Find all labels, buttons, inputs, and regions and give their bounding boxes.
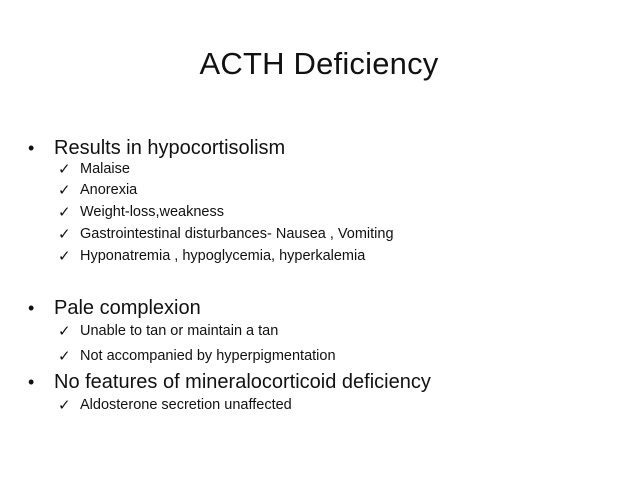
sub-item-text: Anorexia bbox=[80, 182, 138, 198]
sub-item-text: Hyponatremia , hypoglycemia, hyperkalemia bbox=[80, 248, 366, 264]
sub-item-text: Unable to tan or maintain a tan bbox=[80, 323, 279, 339]
checkmark-icon: ✓ bbox=[58, 181, 71, 199]
sub-item bbox=[58, 225, 394, 243]
bullet-dot-icon: • bbox=[28, 138, 35, 158]
bullet-item bbox=[28, 136, 285, 160]
bullet-item bbox=[28, 370, 431, 394]
bullet-text: No features of mineralocorticoid deficiency bbox=[54, 371, 431, 393]
sub-item bbox=[58, 203, 224, 221]
sub-item bbox=[58, 181, 138, 199]
sub-item bbox=[58, 322, 279, 340]
sub-item bbox=[58, 347, 336, 365]
bullet-text: Results in hypocortisolism bbox=[54, 137, 286, 159]
checkmark-icon: ✓ bbox=[58, 160, 71, 178]
bullet-item bbox=[28, 296, 201, 320]
slide-title: ACTH Deficiency bbox=[199, 46, 439, 81]
sub-item bbox=[58, 160, 130, 178]
sub-item bbox=[58, 396, 292, 414]
checkmark-icon: ✓ bbox=[58, 203, 71, 221]
sub-item-text: Aldosterone secretion unaffected bbox=[80, 397, 292, 413]
checkmark-icon: ✓ bbox=[58, 247, 71, 265]
sub-item-text: Weight-loss,weakness bbox=[80, 204, 224, 220]
checkmark-icon: ✓ bbox=[58, 347, 71, 365]
checkmark-icon: ✓ bbox=[58, 322, 71, 340]
sub-item-text: Gastrointestinal disturbances- Nausea , Vomiting bbox=[80, 226, 394, 242]
sub-item bbox=[58, 247, 366, 265]
bullet-dot-icon: • bbox=[28, 298, 35, 318]
bullet-text: Pale complexion bbox=[54, 297, 201, 319]
sub-item-text: Malaise bbox=[80, 161, 130, 177]
bullet-dot-icon: • bbox=[28, 372, 35, 392]
sub-item-text: Not accompanied by hyperpigmentation bbox=[80, 348, 336, 364]
checkmark-icon: ✓ bbox=[58, 396, 71, 414]
checkmark-icon: ✓ bbox=[58, 225, 71, 243]
